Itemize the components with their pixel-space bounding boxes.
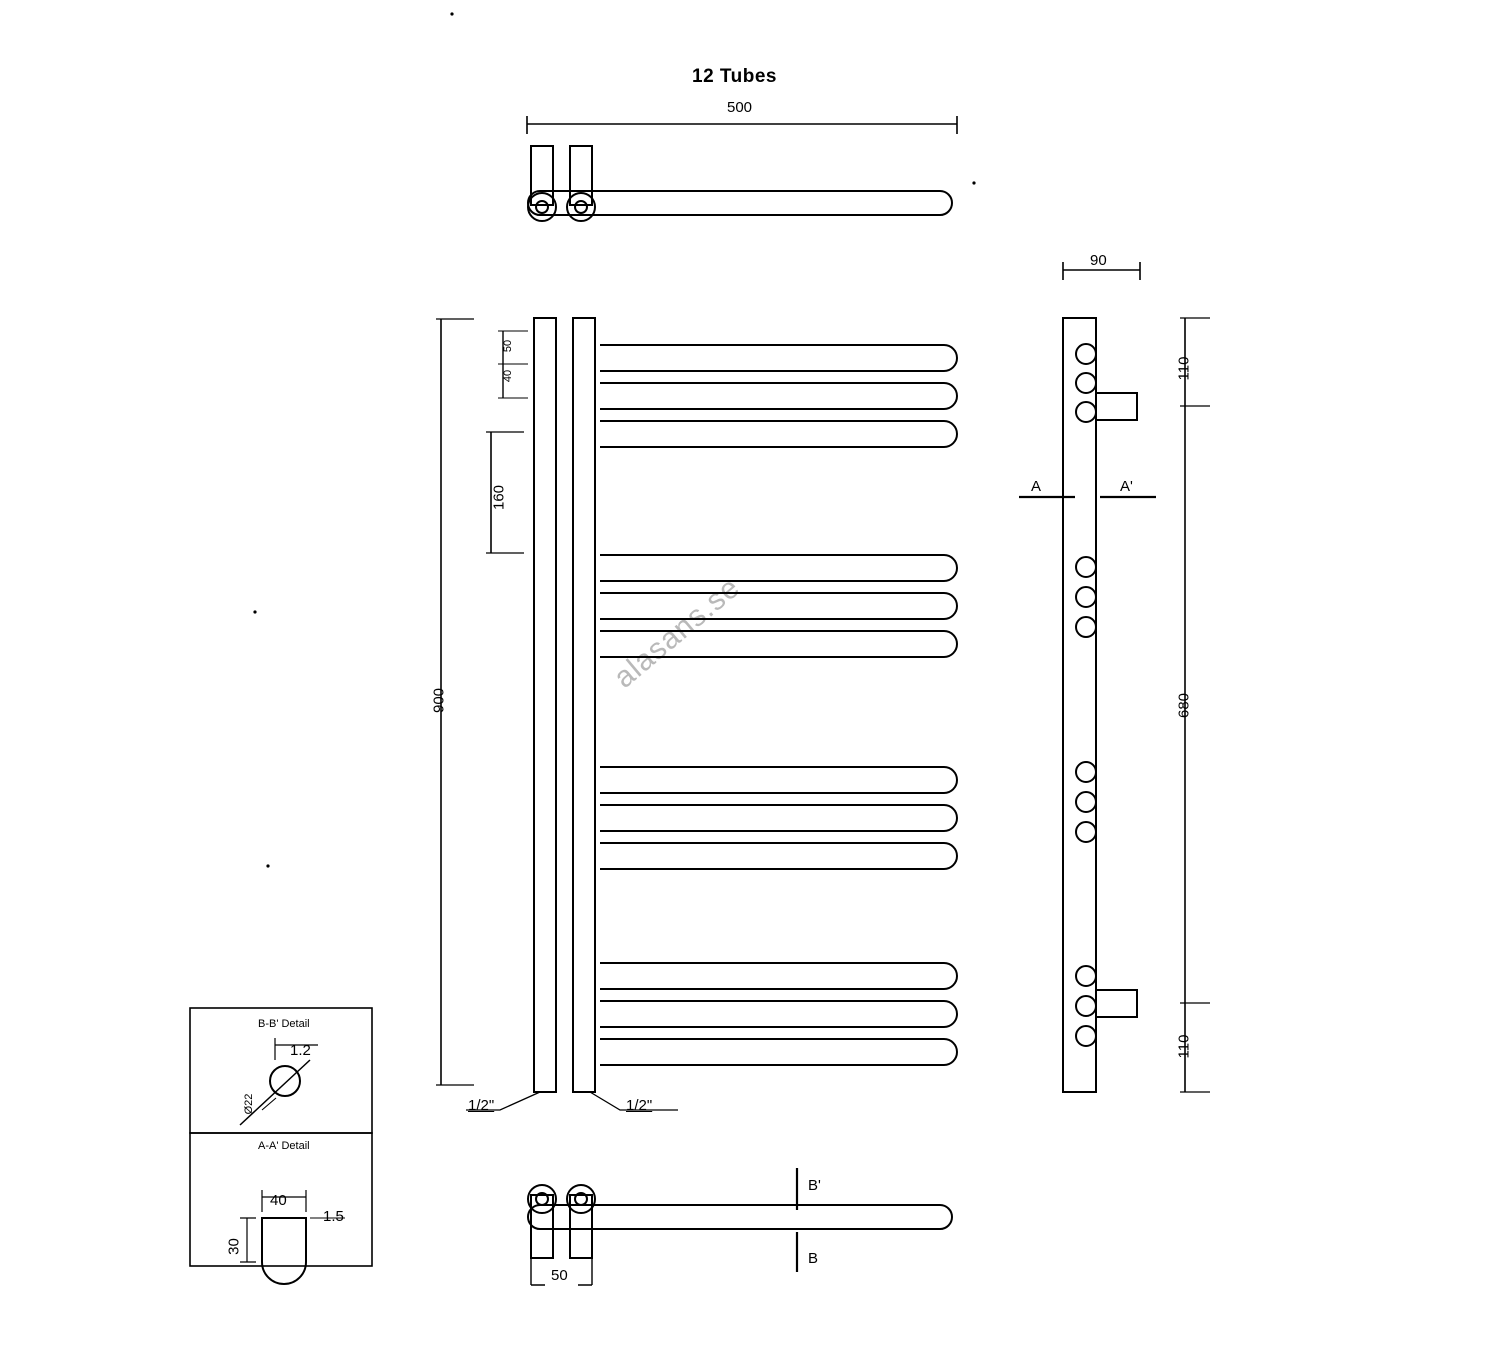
detail-bb-dim-2: Ø22 bbox=[243, 1093, 255, 1115]
side-view-bottom-offset: 110 bbox=[1175, 1034, 1193, 1059]
detail-aa-dim-1: 40 bbox=[270, 1192, 287, 1209]
front-view-gap-dim: 160 bbox=[490, 484, 508, 511]
detail-aa-dim-3: 30 bbox=[225, 1238, 243, 1255]
section-marker-b-prime: B' bbox=[808, 1177, 821, 1194]
front-view-right-connection: 1/2" bbox=[626, 1097, 653, 1114]
front-view-top-spacing-2: 40 bbox=[502, 369, 514, 383]
side-view-top-offset: 110 bbox=[1175, 356, 1193, 381]
section-marker-a: A bbox=[1031, 478, 1042, 495]
section-marker-a-prime: A' bbox=[1120, 478, 1133, 495]
front-view-top-spacing-1: 50 bbox=[502, 339, 514, 353]
detail-bb-dim-1: 1.2 bbox=[290, 1042, 311, 1059]
detail-bb-title: B-B' Detail bbox=[258, 1018, 310, 1030]
top-view-width-dim: 500 bbox=[727, 99, 753, 116]
watermark: alasans.se bbox=[607, 570, 747, 695]
drawing-title: 12 Tubes bbox=[692, 66, 777, 87]
front-view-left-connection: 1/2" bbox=[468, 1097, 495, 1114]
detail-aa-dim-2: 1.5 bbox=[323, 1208, 344, 1225]
side-view-center-dim: 680 bbox=[1175, 692, 1193, 719]
section-marker-b: B bbox=[808, 1250, 819, 1267]
detail-aa-title: A-A' Detail bbox=[258, 1140, 310, 1152]
side-view-depth-dim: 90 bbox=[1090, 252, 1107, 269]
bottom-view-depth-dim: 50 bbox=[551, 1267, 568, 1284]
front-view-overall-height: 900 bbox=[430, 687, 448, 714]
